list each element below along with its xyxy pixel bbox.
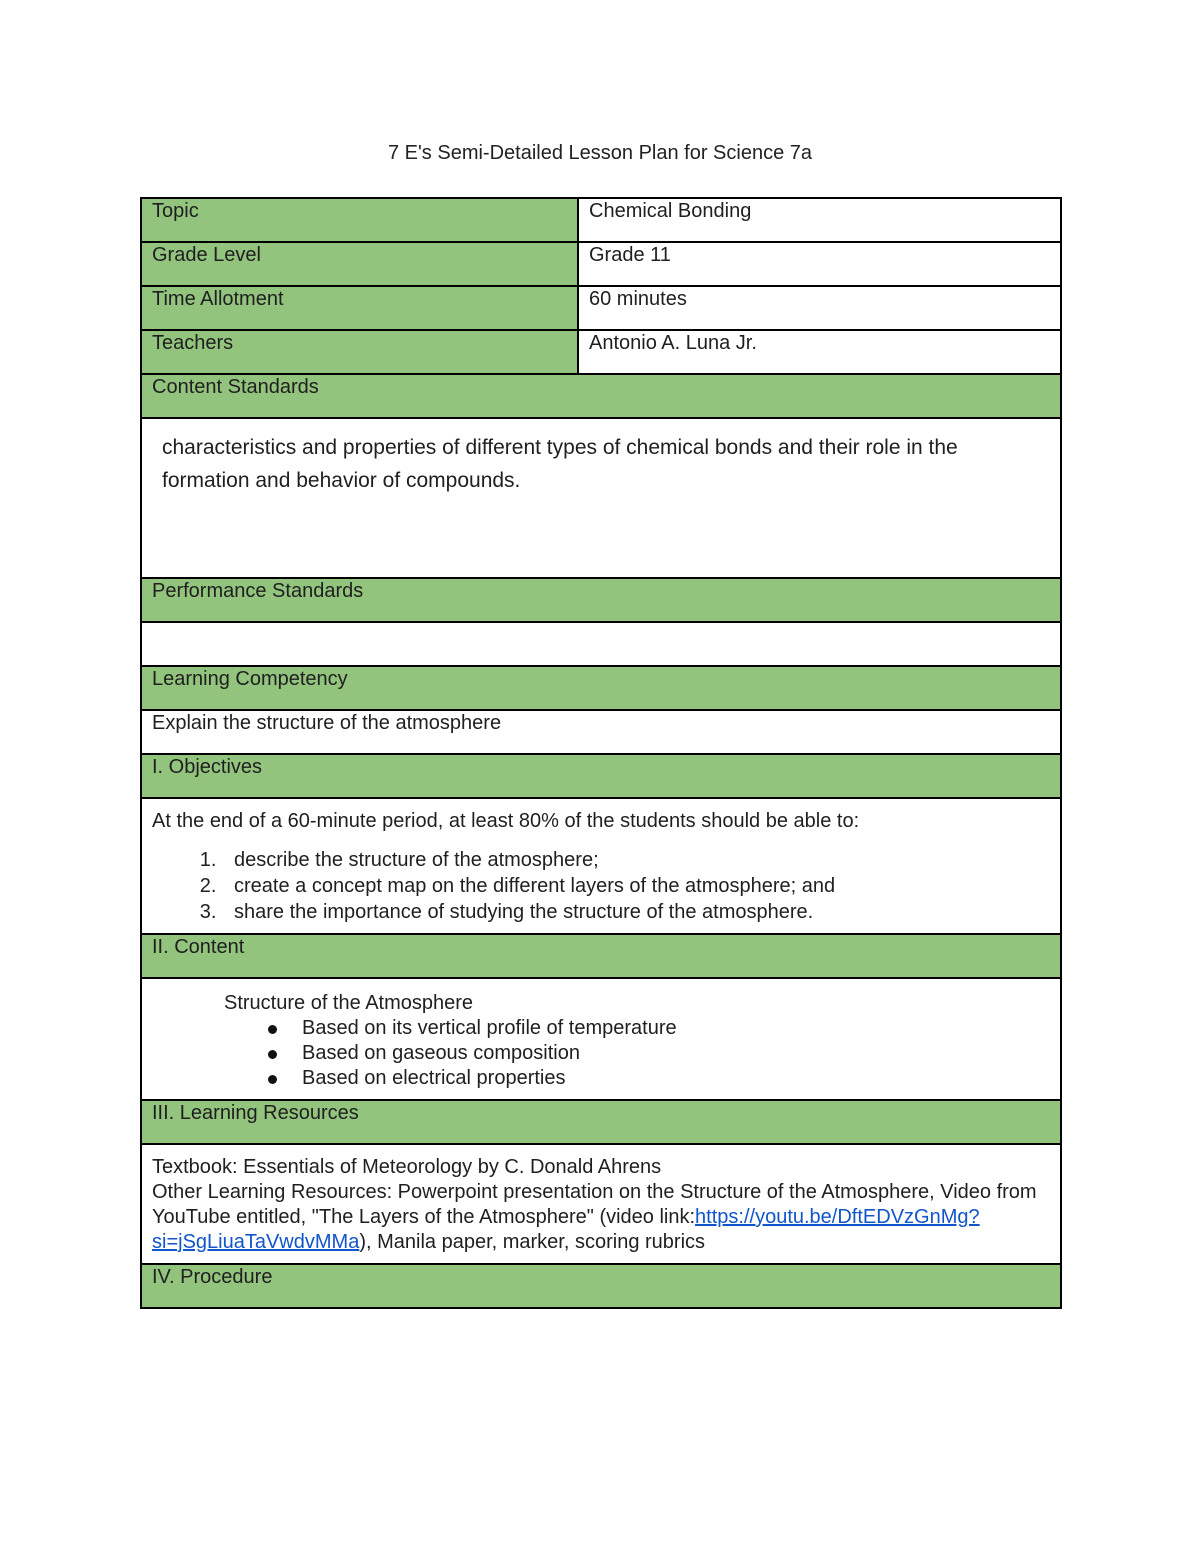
topic-row <box>141 198 1061 242</box>
resources-other-prefix: Other Learning Resources: Powerpoint presentation on the Structure of the Atmosphere, Video from YouTube entitled, "The Layers of the Atmosphere" (video link: <box>152 1181 1037 1228</box>
content-header: II. Content <box>141 934 1061 978</box>
topic-label: Topic <box>141 198 578 242</box>
content-bullet: Based on gaseous composition <box>302 1041 1050 1066</box>
content-bullet: Based on electrical properties <box>302 1066 1050 1091</box>
performance-standards-header: Performance Standards <box>141 578 1061 622</box>
learning-competency-text: Explain the structure of the atmosphere <box>141 710 1061 754</box>
content-standards-header: Content Standards <box>141 374 1061 418</box>
resources-other-suffix: ), Manila paper, marker, scoring rubrics <box>359 1231 706 1253</box>
video-link[interactable]: https://youtu.be/DftEDVzGnMg?si=jSgLiuaTaVwdvMMa <box>152 1206 980 1253</box>
time-label: Time Allotment <box>141 286 578 330</box>
content-standards-text: characteristics and properties of different types of chemical bonds and their role in the formation and behavior of compounds. <box>141 418 1061 578</box>
objective-item: 3. share the importance of studying the structure of the atmosphere. <box>222 899 1050 925</box>
topic-value: Chemical Bonding <box>578 198 1061 242</box>
resources-header: III. Learning Resources <box>141 1100 1061 1144</box>
grade-value: Grade 11 <box>578 242 1061 286</box>
teachers-label: Teachers <box>141 330 578 374</box>
content-bullet: Based on its vertical profile of temperature <box>302 1016 1050 1041</box>
performance-standards-text <box>141 622 1061 666</box>
grade-label: Grade Level <box>141 242 578 286</box>
learning-competency-header: Learning Competency <box>141 666 1061 710</box>
objectives-list <box>152 847 1050 925</box>
lesson-plan-table <box>140 197 1062 1309</box>
procedure-header: IV. Procedure <box>141 1264 1061 1308</box>
resources-other <box>152 1180 1050 1255</box>
content-bullet-list <box>152 1016 1050 1091</box>
objectives-intro: At the end of a 60-minute period, at least 80% of the students should be able to: <box>152 810 860 832</box>
objective-item: 1. describe the structure of the atmosphere; <box>222 847 1050 873</box>
page-title: 7 E's Semi-Detailed Lesson Plan for Science 7a <box>387 142 813 164</box>
content-heading: Structure of the Atmosphere <box>224 992 474 1014</box>
teachers-value: Antonio A. Luna Jr. <box>578 330 1061 374</box>
objective-item: 2. create a concept map on the different layers of the atmosphere; and <box>222 873 1050 899</box>
time-row <box>141 286 1061 330</box>
grade-row <box>141 242 1061 286</box>
objectives-header: I. Objectives <box>141 754 1061 798</box>
time-value: 60 minutes <box>578 286 1061 330</box>
teachers-row <box>141 330 1061 374</box>
resources-body <box>141 1144 1061 1264</box>
objectives-body <box>141 798 1061 934</box>
content-body <box>141 978 1061 1100</box>
resources-textbook: Textbook: Essentials of Meteorology by C. Donald Ahrens <box>152 1156 662 1178</box>
